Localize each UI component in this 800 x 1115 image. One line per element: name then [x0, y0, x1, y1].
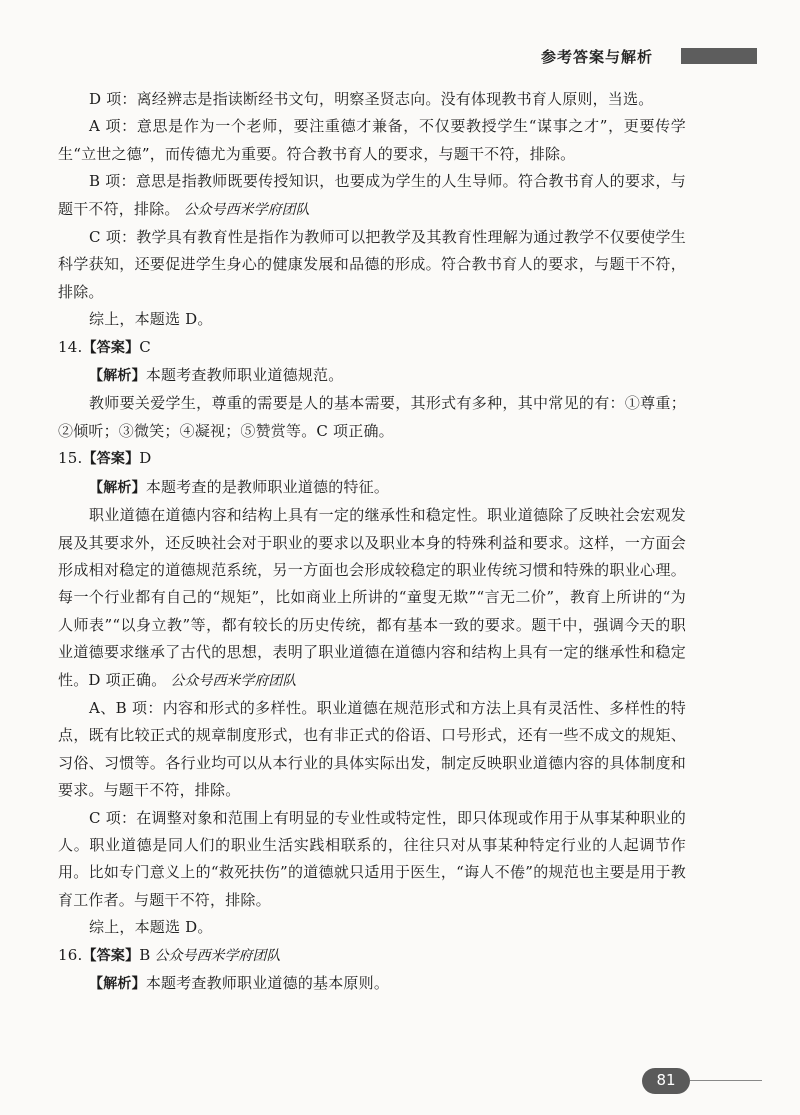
section-title: 参考答案与解析 [541, 48, 654, 66]
answer-value: D [139, 449, 152, 468]
option-a-paragraph: A 项：意思是作为一个老师，要注重德才兼备，不仅要教授学生“谋事之才”，更要传学生“立世之德”，而传德尤为重要。符合教书育人的要求，与题干不符，排除。 [58, 117, 686, 163]
analysis-text: 本题考查教师职业道德规范。 [145, 366, 344, 385]
analysis-label: 【解析】 [89, 368, 146, 385]
question-14-analysis [58, 362, 686, 390]
answer-label: 【答案】 [82, 339, 140, 356]
header-bar-decoration [681, 48, 757, 64]
watermark-text: 公众号西米学府团队 [170, 672, 297, 689]
option-b-paragraph [58, 168, 686, 224]
answer-label: 【答案】 [82, 451, 140, 468]
answer-label: 【答案】 [82, 947, 140, 964]
body-text: 职业道德在道德内容和结构上具有一定的继承性和稳定性。职业道德除了反映社会宏观发展及其要求外，还反映社会对于职业的要求以及职业本身的特殊利益和要求。这样，一方面会形成相对稳定的道德规范系统，另一方面也会形成较稳定的职业传统习惯和特殊的职业心理。每一个行业都有自己的“规矩”，比如商业上所讲的“童叟无欺”“言无二价”，教育上所讲的“为人师表”“以身立教”等，都有较长的历史传统，都有基本一致的要求。题干中，强调今天的职业道德要求继承了古代的思想，表明了职业道德在道德内容和结构上具有一定的继承性和稳定性。D 项正确。 [58, 506, 686, 689]
question-15-body-2: A、B 项：内容和形式的多样性。职业道德在规范形式和方法上具有灵活性、多样性的特点，既有比较正式的规章制度形式，也有非正式的俗语、口号形式，还有一些不成文的规矩、习俗、习惯等。各行业均可以从本行业的具体实际出发，制定反映职业道德内容的具体制度和要求。与题干不符，排除。 [58, 698, 686, 800]
analysis-label: 【解析】 [89, 976, 146, 992]
question-16-answer [58, 942, 686, 970]
watermark-text: 公众号西米学府团队 [183, 201, 310, 218]
page-header [539, 44, 761, 66]
question-15-body-1 [58, 502, 686, 695]
question-15-answer [58, 445, 686, 473]
option-d-paragraph: D 项：离经辨志是指读断经书文句，明察圣贤志向。没有体现教书育人原则，当选。 [89, 90, 654, 108]
question-14-answer [58, 334, 686, 362]
footer-rule [690, 1080, 762, 1081]
question-number: 16. [58, 945, 83, 964]
answer-content [58, 86, 686, 998]
question-number: 15. [58, 449, 83, 468]
watermark-text: 公众号西米学府团队 [154, 947, 281, 964]
analysis-label: 【解析】 [89, 479, 146, 496]
question-15-conclusion: 综上，本题选 D。 [89, 918, 213, 937]
conclusion-paragraph: 综上，本题选 D。 [89, 310, 213, 329]
question-14-body: 教师要关爱学生，尊重的需要是人的基本需要，其形式有多种，其中常见的有：①尊重；②倾听；③微笑；④凝视；⑤赞赏等。C 项正确。 [58, 394, 686, 440]
answer-value: C [139, 337, 151, 356]
answer-value: B [139, 945, 151, 964]
question-15-analysis [58, 474, 686, 502]
analysis-text: 本题考查教师职业道德的基本原则。 [145, 974, 390, 992]
question-15-body-3: C 项：在调整对象和范围上有明显的专业性或特定性，即只体现或作用于从事某种职业的人。职业道德是同人们的职业生活实践相联系的，往往只对从事某种特定行业的人起调节作用。比如专门意义上的“救死扶伤”的道德就只适用于医生，“诲人不倦”的规范也主要是用于教育工作者。与题干不符，排除。 [58, 808, 686, 909]
analysis-text: 本题考查的是教师职业道德的特征。 [145, 477, 390, 496]
page-number-badge [642, 1068, 690, 1094]
question-16-analysis [58, 970, 686, 998]
page-number: 81 [656, 1071, 676, 1089]
question-number: 14. [58, 337, 83, 356]
option-c-paragraph: C 项：教学具有教育性是指作为教师可以把教学及其教育性理解为通过教学不仅要使学生科学获知，还要促进学生身心的健康发展和品德的形成。符合教书育人的要求，与题干不符，排除。 [58, 228, 686, 301]
option-b-text: B 项：意思是指教师既要传授知识，也要成为学生的人生导师。符合教书育人的要求，与题干不符，排除。 [58, 172, 686, 218]
